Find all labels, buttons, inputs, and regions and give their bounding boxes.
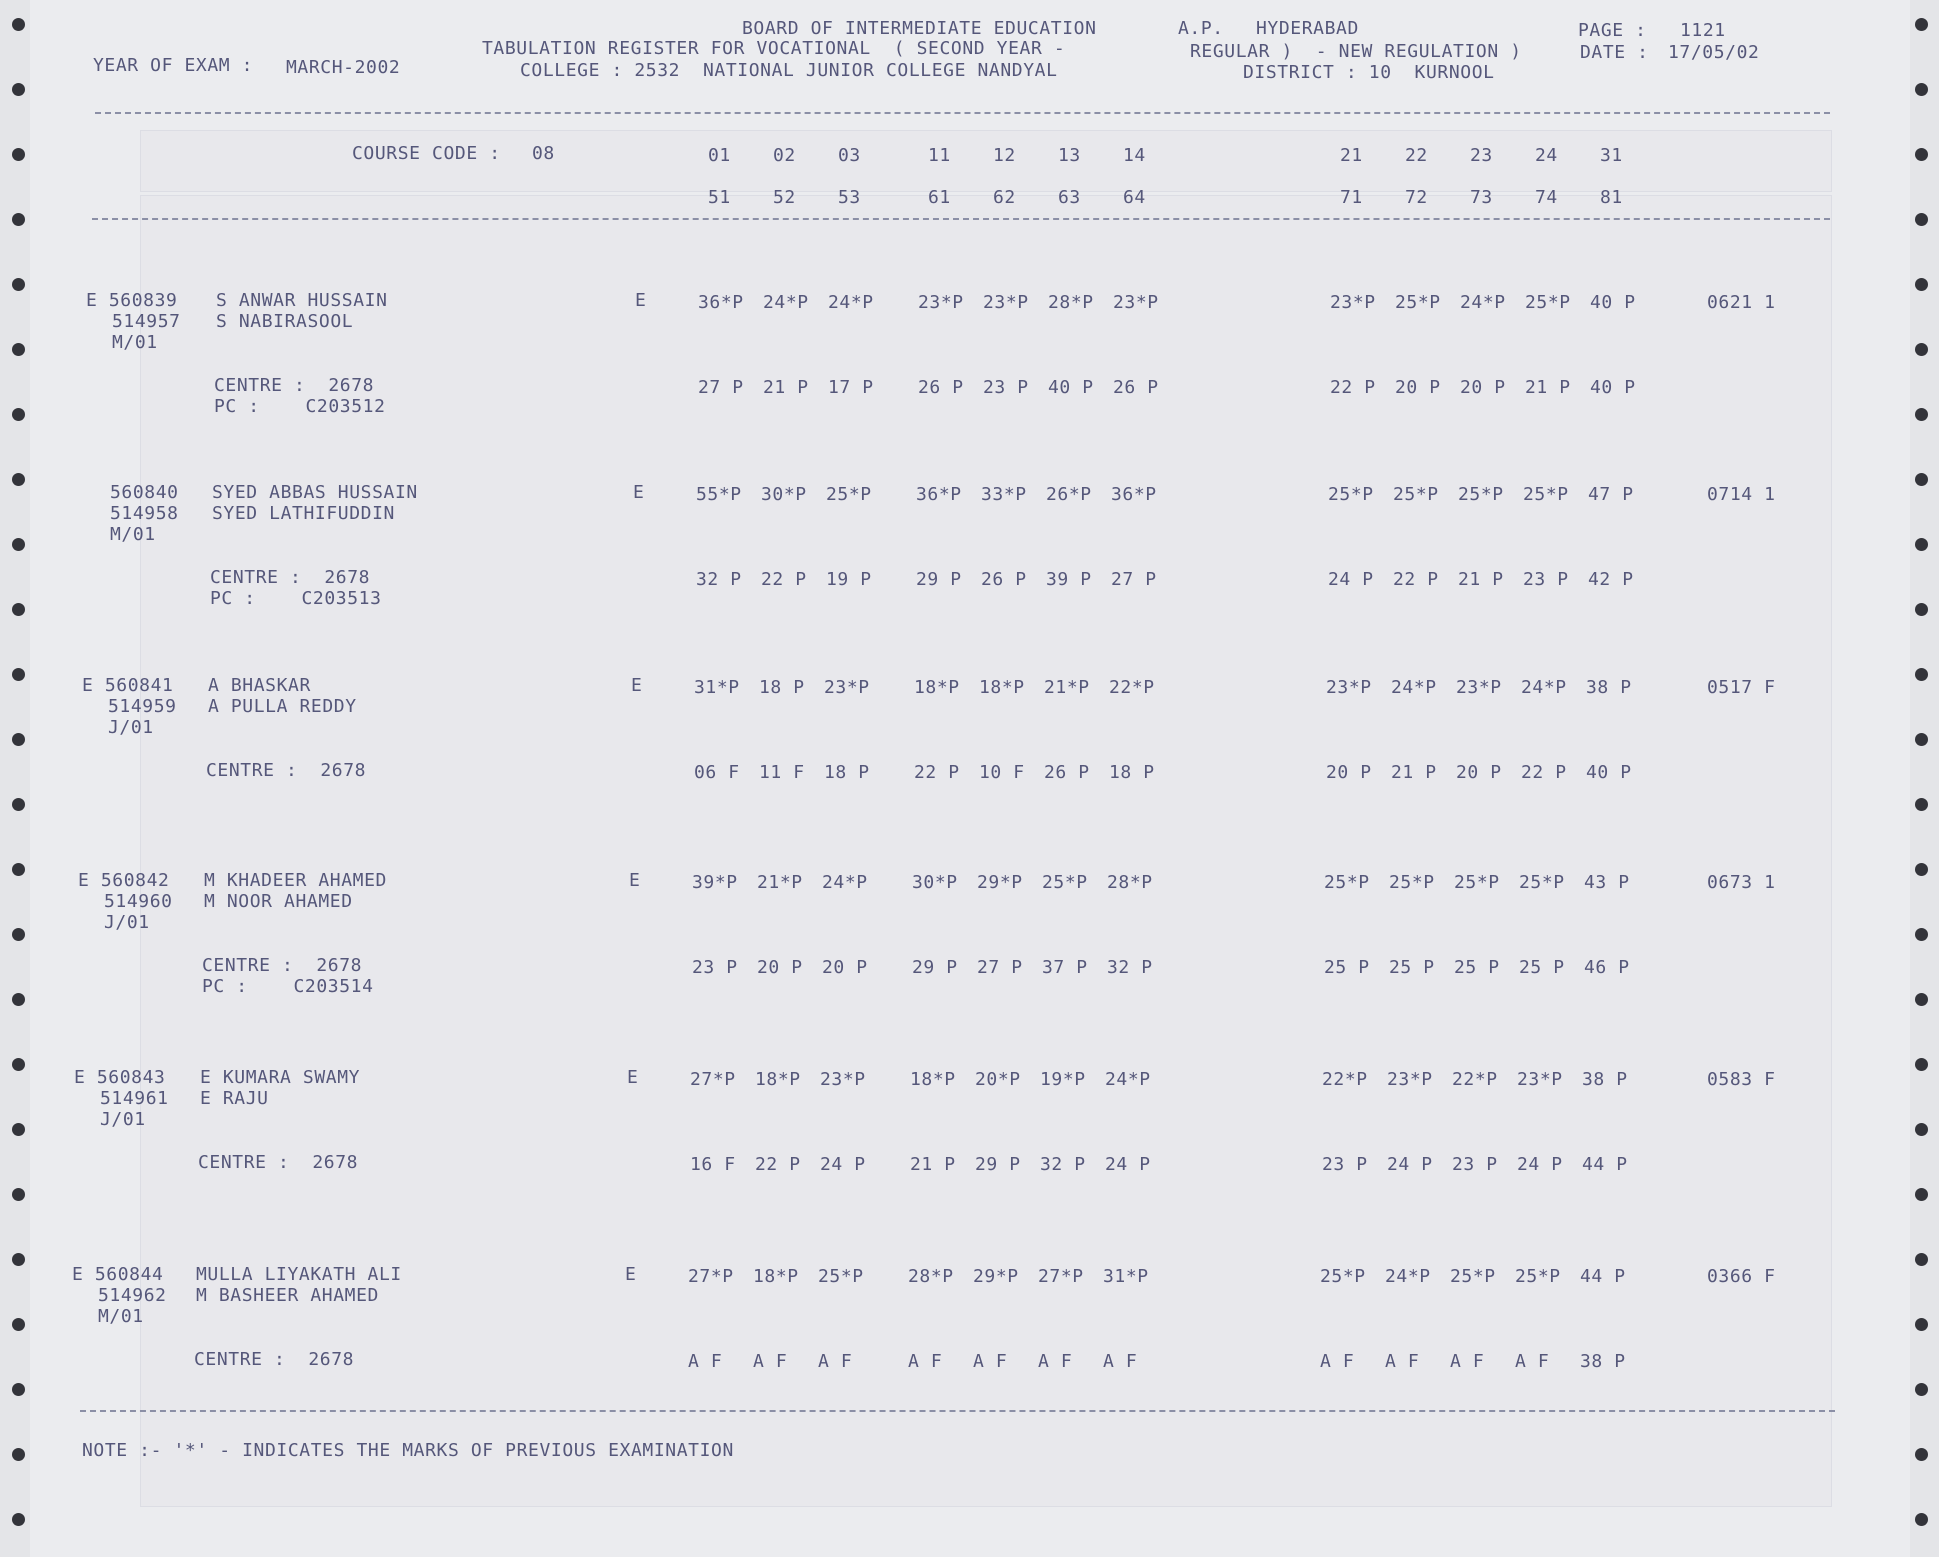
mark-previous: 47 P	[1588, 484, 1634, 505]
mark-current: 20 P	[1456, 762, 1502, 783]
mark-previous: 27*P	[690, 1069, 736, 1090]
mark-current: 26 P	[918, 377, 964, 398]
hall-ticket-code: 514961	[100, 1088, 169, 1109]
feed-hole	[1915, 148, 1928, 161]
course-code-label: COURSE CODE :	[352, 143, 501, 164]
mark-previous: 18*P	[753, 1266, 799, 1287]
mark-current: 27 P	[1111, 569, 1157, 590]
subject-code: 22	[1405, 145, 1428, 166]
mark-previous: 18*P	[755, 1069, 801, 1090]
mark-previous: 25*P	[1393, 484, 1439, 505]
medium: E	[631, 675, 643, 696]
mark-current: 17 P	[828, 377, 874, 398]
mark-previous: 23*P	[820, 1069, 866, 1090]
regulation-text: REGULAR ) - NEW REGULATION )	[1190, 41, 1522, 62]
mark-current: 23 P	[983, 377, 1029, 398]
mark-current: 21 P	[910, 1154, 956, 1175]
feed-hole	[1915, 538, 1928, 551]
mark-previous: 23*P	[1330, 292, 1376, 313]
feed-hole	[12, 603, 25, 616]
feed-hole	[1915, 278, 1928, 291]
feed-hole	[12, 1513, 25, 1526]
hall-ticket-code: 514957	[112, 311, 181, 332]
mark-current: 22 P	[761, 569, 807, 590]
mark-previous: 24*P	[763, 292, 809, 313]
mark-current: 32 P	[1040, 1154, 1086, 1175]
mark-previous: 21*P	[757, 872, 803, 893]
subject-code: 01	[708, 145, 731, 166]
subject-code: 53	[838, 187, 861, 208]
mark-current: 18 P	[824, 762, 870, 783]
feed-hole	[1915, 863, 1928, 876]
feed-hole	[12, 473, 25, 486]
student-name: S ANWAR HUSSAIN	[216, 290, 388, 311]
mark-previous: 24*P	[1385, 1266, 1431, 1287]
mark-current: 26 P	[1044, 762, 1090, 783]
mark-current: 46 P	[1584, 957, 1630, 978]
mark-previous: 24*P	[1460, 292, 1506, 313]
mark-previous: 31*P	[694, 677, 740, 698]
year-label: YEAR OF EXAM :	[93, 55, 254, 76]
mark-current: 40 P	[1048, 377, 1094, 398]
subject-code: 02	[773, 145, 796, 166]
hall-ticket-code: 514960	[104, 891, 173, 912]
medium: E	[633, 482, 645, 503]
mark-previous: 38 P	[1582, 1069, 1628, 1090]
mark-previous: 23*P	[1113, 292, 1159, 313]
mark-previous: 18*P	[979, 677, 1025, 698]
roll-number: E 560839	[86, 290, 178, 311]
mark-current: 29 P	[975, 1154, 1021, 1175]
mark-previous: 18*P	[910, 1069, 956, 1090]
hall-ticket-code: 514959	[108, 696, 177, 717]
date-label: DATE :	[1580, 42, 1649, 63]
subject-code: 72	[1405, 187, 1428, 208]
feed-hole	[1915, 343, 1928, 356]
mark-current: 23 P	[1322, 1154, 1368, 1175]
mark-previous: 23*P	[824, 677, 870, 698]
divider-top	[95, 112, 1830, 114]
mark-current: 27 P	[698, 377, 744, 398]
mark-current: 42 P	[1588, 569, 1634, 590]
mark-current: 23 P	[692, 957, 738, 978]
student-name: A BHASKAR	[208, 675, 311, 696]
feed-hole	[12, 993, 25, 1006]
roll-number: E 560841	[82, 675, 174, 696]
mark-previous: 27*P	[1038, 1266, 1084, 1287]
subject-code: 24	[1535, 145, 1558, 166]
mark-previous: 25*P	[1519, 872, 1565, 893]
mark-previous: 20*P	[975, 1069, 1021, 1090]
mark-previous: 29*P	[977, 872, 1023, 893]
medium: E	[635, 290, 647, 311]
mark-current: 20 P	[1460, 377, 1506, 398]
feed-hole	[1915, 928, 1928, 941]
subject-code: 52	[773, 187, 796, 208]
total-result: 0583 F	[1707, 1069, 1776, 1090]
mark-current: 22 P	[914, 762, 960, 783]
centre-code: CENTRE : 2678	[206, 760, 367, 781]
feed-hole	[12, 1253, 25, 1266]
feed-hole	[12, 278, 25, 291]
feed-hole	[1915, 1383, 1928, 1396]
mark-previous: 28*P	[1048, 292, 1094, 313]
course-code: 08	[532, 143, 555, 164]
mark-previous: 38 P	[1586, 677, 1632, 698]
mark-previous: 23*P	[1456, 677, 1502, 698]
father-name: E RAJU	[200, 1088, 269, 1109]
father-name: M BASHEER AHAMED	[196, 1285, 379, 1306]
feed-hole	[1915, 798, 1928, 811]
student-name: M KHADEER AHAMED	[204, 870, 387, 891]
mark-current: 10 F	[979, 762, 1025, 783]
mark-previous: 25*P	[1324, 872, 1370, 893]
divider-bottom	[80, 1410, 1835, 1412]
year-value: MARCH-2002	[286, 57, 401, 78]
mark-previous: 29*P	[973, 1266, 1019, 1287]
mark-previous: 25*P	[1523, 484, 1569, 505]
mark-current: A F	[1450, 1351, 1485, 1372]
subject-code: 51	[708, 187, 731, 208]
feed-hole	[1915, 603, 1928, 616]
feed-hole	[12, 1188, 25, 1201]
subject-code: 74	[1535, 187, 1558, 208]
hall-ticket-code: 514958	[110, 503, 179, 524]
mark-current: 16 F	[690, 1154, 736, 1175]
roll-number: E 560843	[74, 1067, 166, 1088]
subject-code: 71	[1340, 187, 1363, 208]
mark-current: 25 P	[1454, 957, 1500, 978]
feed-hole	[1915, 1513, 1928, 1526]
mark-current: 11 F	[759, 762, 805, 783]
mark-current: 38 P	[1580, 1351, 1626, 1372]
mark-current: 24 P	[1328, 569, 1374, 590]
feed-hole	[12, 863, 25, 876]
mark-previous: 24*P	[822, 872, 868, 893]
feed-hole	[1915, 1448, 1928, 1461]
subject-code: 11	[928, 145, 951, 166]
mark-previous: 30*P	[761, 484, 807, 505]
mark-current: 24 P	[1105, 1154, 1151, 1175]
feed-hole	[12, 343, 25, 356]
mark-current: A F	[1038, 1351, 1073, 1372]
feed-hole	[12, 83, 25, 96]
feed-hole	[1915, 213, 1928, 226]
mark-current: 40 P	[1586, 762, 1632, 783]
father-name: M NOOR AHAMED	[204, 891, 353, 912]
mark-current: 24 P	[1517, 1154, 1563, 1175]
subject-code: 64	[1123, 187, 1146, 208]
hall-ticket-code: 514962	[98, 1285, 167, 1306]
mark-previous: 24*P	[1105, 1069, 1151, 1090]
centre-code: CENTRE : 2678	[194, 1349, 355, 1370]
roll-number: E 560844	[72, 1264, 164, 1285]
mark-previous: 23*P	[1387, 1069, 1433, 1090]
district-line: DISTRICT : 10 KURNOOL	[1243, 62, 1495, 83]
feed-hole	[12, 408, 25, 421]
mark-previous: 22*P	[1322, 1069, 1368, 1090]
mark-previous: 21*P	[1044, 677, 1090, 698]
feed-hole	[12, 18, 25, 31]
register-title: TABULATION REGISTER FOR VOCATIONAL ( SECOND YEAR -	[482, 38, 1066, 59]
mark-current: 26 P	[981, 569, 1027, 590]
mark-previous: 23*P	[1326, 677, 1372, 698]
feed-hole	[12, 1058, 25, 1071]
mark-previous: 28*P	[1107, 872, 1153, 893]
mark-current: 40 P	[1590, 377, 1636, 398]
feed-hole	[1915, 473, 1928, 486]
mark-previous: 23*P	[918, 292, 964, 313]
mark-previous: 44 P	[1580, 1266, 1626, 1287]
mark-previous: 25*P	[1042, 872, 1088, 893]
mark-current: 39 P	[1046, 569, 1092, 590]
subject-code: 14	[1123, 145, 1146, 166]
mark-current: 22 P	[1330, 377, 1376, 398]
mark-previous: 31*P	[1103, 1266, 1149, 1287]
mark-current: 24 P	[820, 1154, 866, 1175]
mark-current: 22 P	[1521, 762, 1567, 783]
feed-hole	[12, 1123, 25, 1136]
mark-current: 22 P	[755, 1154, 801, 1175]
mark-previous: 33*P	[981, 484, 1027, 505]
city-name: HYDERABAD	[1256, 18, 1359, 39]
mark-previous: 36*P	[1111, 484, 1157, 505]
student-name: E KUMARA SWAMY	[200, 1067, 361, 1088]
mark-previous: 25*P	[1525, 292, 1571, 313]
mark-current: 44 P	[1582, 1154, 1628, 1175]
mark-previous: 25*P	[1458, 484, 1504, 505]
father-name: A PULLA REDDY	[208, 696, 357, 717]
group-code: J/01	[100, 1109, 146, 1130]
mark-previous: 25*P	[1515, 1266, 1561, 1287]
tractor-feed-holes-left	[6, 0, 30, 1557]
centre-code: CENTRE : 2678	[210, 567, 371, 588]
mark-previous: 24*P	[1391, 677, 1437, 698]
feed-hole	[1915, 18, 1928, 31]
medium: E	[625, 1264, 637, 1285]
mark-current: 23 P	[1523, 569, 1569, 590]
mark-current: 20 P	[1326, 762, 1372, 783]
feed-hole	[1915, 1058, 1928, 1071]
subject-code: 21	[1340, 145, 1363, 166]
mark-current: 06 F	[694, 762, 740, 783]
total-result: 0714 1	[1707, 484, 1776, 505]
mark-previous: 24*P	[828, 292, 874, 313]
feed-hole	[1915, 1253, 1928, 1266]
mark-previous: 22*P	[1109, 677, 1155, 698]
feed-hole	[1915, 1318, 1928, 1331]
state-abbr: A.P.	[1178, 18, 1224, 39]
page-number: 1121	[1680, 20, 1726, 41]
subject-code: 12	[993, 145, 1016, 166]
student-name: SYED ABBAS HUSSAIN	[212, 482, 418, 503]
mark-current: A F	[1515, 1351, 1550, 1372]
father-name: SYED LATHIFUDDIN	[212, 503, 395, 524]
mark-current: A F	[908, 1351, 943, 1372]
feed-hole	[1915, 993, 1928, 1006]
feed-hole	[12, 213, 25, 226]
feed-hole	[12, 798, 25, 811]
mark-previous: 28*P	[908, 1266, 954, 1287]
group-code: M/01	[112, 332, 158, 353]
mark-previous: 25*P	[1320, 1266, 1366, 1287]
mark-previous: 25*P	[1328, 484, 1374, 505]
feed-hole	[12, 1448, 25, 1461]
mark-previous: 36*P	[698, 292, 744, 313]
mark-current: 20 P	[1395, 377, 1441, 398]
subject-code: 13	[1058, 145, 1081, 166]
mark-current: A F	[818, 1351, 853, 1372]
mark-previous: 30*P	[912, 872, 958, 893]
mark-current: A F	[973, 1351, 1008, 1372]
mark-previous: 40 P	[1590, 292, 1636, 313]
mark-current: 25 P	[1324, 957, 1370, 978]
mark-current: 25 P	[1519, 957, 1565, 978]
feed-hole	[1915, 1123, 1928, 1136]
mark-current: 21 P	[763, 377, 809, 398]
tractor-feed-holes-right	[1909, 0, 1933, 1557]
mark-current: 20 P	[822, 957, 868, 978]
mark-previous: 19*P	[1040, 1069, 1086, 1090]
mark-previous: 36*P	[916, 484, 962, 505]
subject-code: 63	[1058, 187, 1081, 208]
feed-hole	[1915, 1188, 1928, 1201]
medium: E	[629, 870, 641, 891]
mark-current: 37 P	[1042, 957, 1088, 978]
page-label: PAGE :	[1578, 20, 1647, 41]
feed-hole	[1915, 408, 1928, 421]
mark-current: 25 P	[1389, 957, 1435, 978]
mark-previous: 18*P	[914, 677, 960, 698]
mark-previous: 55*P	[696, 484, 742, 505]
mark-current: A F	[1385, 1351, 1420, 1372]
group-code: J/01	[104, 912, 150, 933]
mark-current: 26 P	[1113, 377, 1159, 398]
feed-hole	[1915, 83, 1928, 96]
feed-hole	[12, 668, 25, 681]
total-result: 0366 F	[1707, 1266, 1776, 1287]
roll-number: 560840	[110, 482, 179, 503]
mark-previous: 43 P	[1584, 872, 1630, 893]
mark-current: A F	[1103, 1351, 1138, 1372]
mark-current: 22 P	[1393, 569, 1439, 590]
mark-current: 21 P	[1525, 377, 1571, 398]
student-name: MULLA LIYAKATH ALI	[196, 1264, 402, 1285]
subject-code: 73	[1470, 187, 1493, 208]
mark-current: 18 P	[1109, 762, 1155, 783]
total-result: 0673 1	[1707, 872, 1776, 893]
mark-previous: 22*P	[1452, 1069, 1498, 1090]
mark-current: A F	[688, 1351, 723, 1372]
feed-hole	[12, 148, 25, 161]
mark-previous: 24*P	[1521, 677, 1567, 698]
mark-previous: 25*P	[818, 1266, 864, 1287]
mark-current: 32 P	[696, 569, 742, 590]
feed-hole	[1915, 668, 1928, 681]
mark-previous: 23*P	[1517, 1069, 1563, 1090]
mark-previous: 25*P	[1450, 1266, 1496, 1287]
mark-previous: 23*P	[983, 292, 1029, 313]
pc-number: PC : C203513	[210, 588, 382, 609]
father-name: S NABIRASOOL	[216, 311, 354, 332]
mark-previous: 27*P	[688, 1266, 734, 1287]
subject-code: 61	[928, 187, 951, 208]
total-result: 0621 1	[1707, 292, 1776, 313]
centre-code: CENTRE : 2678	[202, 955, 363, 976]
feed-hole	[12, 733, 25, 746]
tabulation-sheet	[30, 0, 1910, 1557]
mark-previous: 25*P	[1454, 872, 1500, 893]
medium: E	[627, 1067, 639, 1088]
subject-code: 81	[1600, 187, 1623, 208]
mark-current: 24 P	[1387, 1154, 1433, 1175]
mark-previous: 25*P	[826, 484, 872, 505]
group-code: M/01	[98, 1306, 144, 1327]
mark-current: 29 P	[916, 569, 962, 590]
mark-current: A F	[753, 1351, 788, 1372]
mark-previous: 26*P	[1046, 484, 1092, 505]
mark-current: 32 P	[1107, 957, 1153, 978]
mark-current: A F	[1320, 1351, 1355, 1372]
subject-code: 23	[1470, 145, 1493, 166]
pc-number: PC : C203514	[202, 976, 374, 997]
subject-code: 31	[1600, 145, 1623, 166]
total-result: 0517 F	[1707, 677, 1776, 698]
footnote: NOTE :- '*' - INDICATES THE MARKS OF PREVIOUS EXAMINATION	[82, 1440, 734, 1461]
centre-code: CENTRE : 2678	[214, 375, 375, 396]
mark-previous: 18 P	[759, 677, 805, 698]
feed-hole	[1915, 733, 1928, 746]
mark-current: 27 P	[977, 957, 1023, 978]
feed-hole	[12, 538, 25, 551]
mark-current: 19 P	[826, 569, 872, 590]
feed-hole	[12, 1318, 25, 1331]
mark-current: 21 P	[1458, 569, 1504, 590]
mark-current: 23 P	[1452, 1154, 1498, 1175]
group-code: M/01	[110, 524, 156, 545]
subject-code: 62	[993, 187, 1016, 208]
mark-current: 29 P	[912, 957, 958, 978]
group-code: J/01	[108, 717, 154, 738]
feed-hole	[12, 1383, 25, 1396]
board-title: BOARD OF INTERMEDIATE EDUCATION	[742, 18, 1097, 39]
mark-current: 21 P	[1391, 762, 1437, 783]
mark-previous: 25*P	[1389, 872, 1435, 893]
college-line: COLLEGE : 2532 NATIONAL JUNIOR COLLEGE NANDYAL	[520, 60, 1058, 81]
mark-previous: 25*P	[1395, 292, 1441, 313]
roll-number: E 560842	[78, 870, 170, 891]
feed-hole	[12, 928, 25, 941]
subject-code: 03	[838, 145, 861, 166]
pc-number: PC : C203512	[214, 396, 386, 417]
divider-header	[92, 218, 1830, 220]
mark-previous: 39*P	[692, 872, 738, 893]
mark-current: 20 P	[757, 957, 803, 978]
centre-code: CENTRE : 2678	[198, 1152, 359, 1173]
date-value: 17/05/02	[1668, 42, 1760, 63]
